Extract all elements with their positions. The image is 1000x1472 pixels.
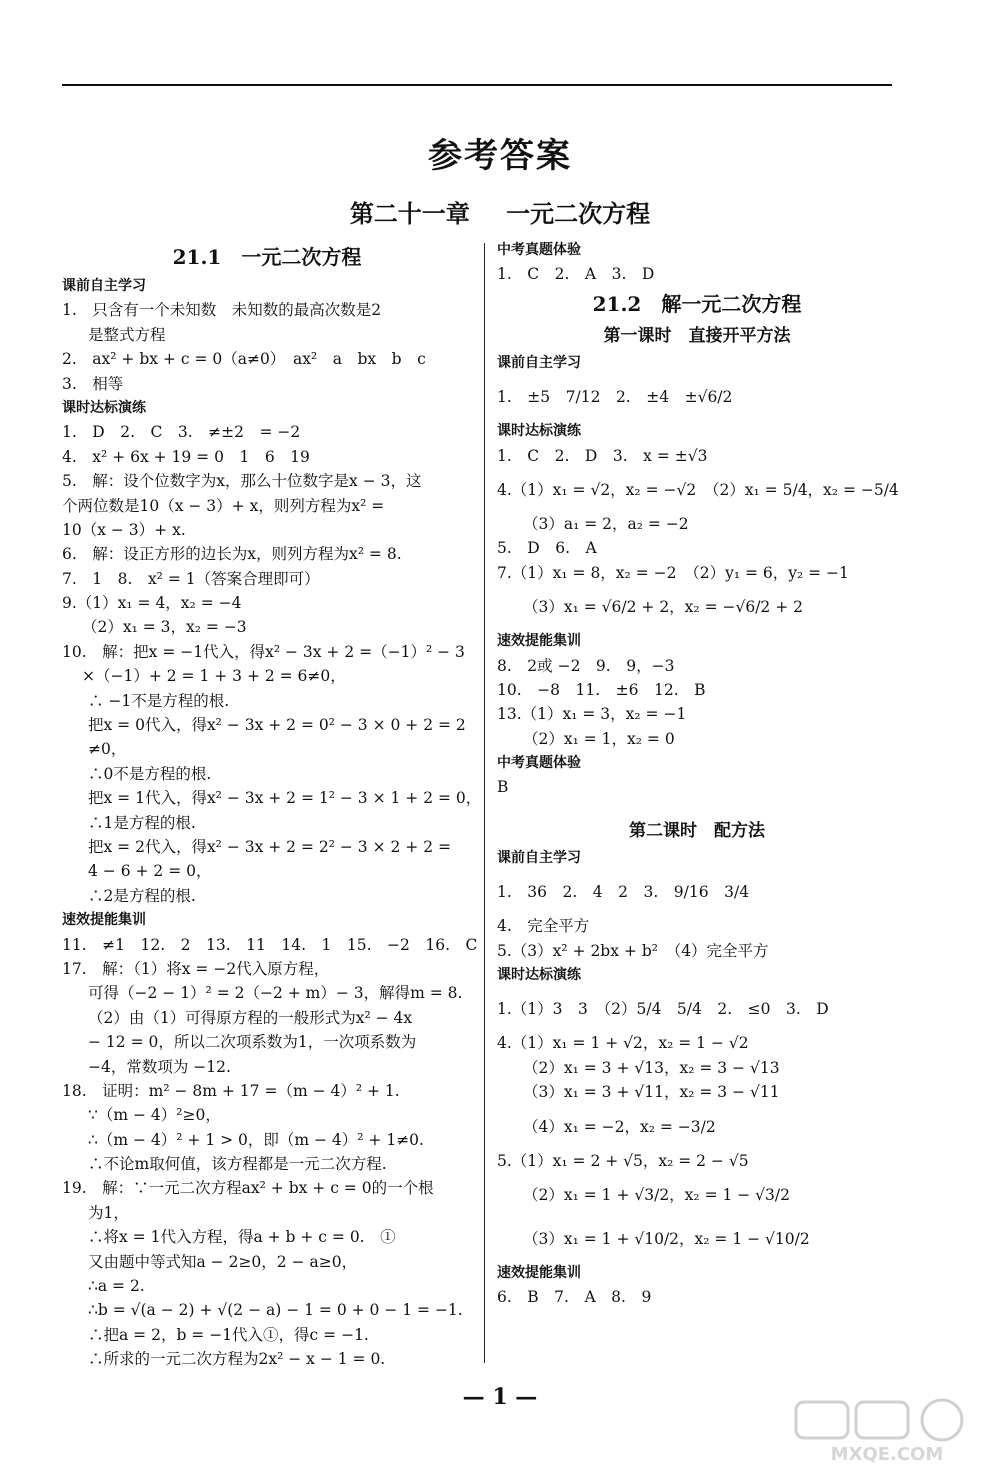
watermark-text: MXQE.COM: [830, 1444, 944, 1465]
answer-line: 10. −8 11. ±6 12. B: [497, 680, 706, 699]
answer-line: 3. 相等: [62, 374, 124, 393]
subsection-label: 课时达标演练: [497, 967, 581, 984]
subsection-label: 中考真题体验: [497, 755, 581, 772]
subsection-label: 课前自主学习: [497, 849, 581, 866]
subsection-label: 课时达标演练: [62, 399, 146, 416]
answer-line: ∴不论m取何值，该方程都是一元二次方程.: [88, 1155, 387, 1174]
answer-line: 5.（1）x₁ = 2 + √5，x₂ = 2 − √5: [497, 1151, 749, 1170]
answer-line: 9.（1）x₁ = 4，x₂ = −4: [62, 594, 242, 613]
answer-line: 1. 36 2. 4 2 3. 9/16 3/4: [497, 883, 750, 902]
answer-line: 4. x² + 6x + 19 = 0 1 6 19: [62, 447, 310, 466]
answer-line: ∴b = √(a − 2) + √(2 − a) − 1 = 0 + 0 − 1 = −1.: [88, 1301, 463, 1320]
answer-line: 2. ax² + bx + c = 0（a≠0） ax² a bx b c: [62, 350, 426, 369]
answer-line: ∴把a = 2，b = −1代入①，得c = −1.: [88, 1325, 369, 1344]
answer-line: 4 − 6 + 2 = 0，: [88, 862, 212, 881]
answer-line: 可得（−2 − 1）² = 2（−2 + m）− 3，解得m = 8.: [88, 984, 463, 1003]
section-heading: 21.2 解一元二次方程: [592, 291, 802, 316]
answer-line: 1. C 2. D 3. x = ±√3: [497, 446, 708, 465]
lesson-heading: 第一课时 直接开平方法: [603, 325, 791, 346]
subsection-label: 课时达标演练: [497, 423, 581, 440]
answer-line: 5. 解：设个位数字为x，那么十位数字是x − 3，这: [62, 472, 422, 491]
top-rule: [62, 84, 892, 86]
answer-line: 为1，: [88, 1203, 129, 1222]
answer-line: 8. 2或 −2 9. 9，−3: [497, 656, 675, 675]
answer-line: 1. C 2. A 3. D: [497, 265, 655, 284]
answer-line: 把x = 2代入，得x² − 3x + 2 = 2² − 3 × 2 + 2 =: [88, 837, 451, 856]
page-title: 参考答案: [428, 136, 572, 176]
answer-line: 6. B 7. A 8. 9: [497, 1288, 652, 1307]
answer-line: ∴1是方程的根.: [88, 813, 196, 832]
answer-line: 19. 解：∵一元二次方程ax² + bx + c = 0的一个根: [62, 1179, 434, 1198]
answer-line: − 12 = 0，所以二次项系数为1，一次项系数为: [88, 1033, 417, 1052]
answer-line: 把x = 1代入，得x² − 3x + 2 = 1² − 3 × 1 + 2 = 0，: [88, 789, 482, 808]
answer-line: 6. 解：设正方形的边长为x，则列方程为x² = 8.: [62, 545, 402, 564]
answer-line: 17. 解：（1）将x = −2代入原方程，: [62, 959, 330, 978]
answer-line: 1. D 2. C 3. ≠±2 = −2: [62, 423, 301, 442]
answer-line: ∴将x = 1代入方程，得a + b + c = 0. ①: [88, 1228, 396, 1247]
answer-line: ∴0不是方程的根.: [88, 764, 212, 783]
answer-line: （3）x₁ = 1 + √10/2，x₂ = 1 − √10/2: [523, 1229, 810, 1248]
answer-line: ∴a = 2.: [88, 1277, 145, 1296]
answer-line: 18. 证明：m² − 8m + 17 =（m − 4）² + 1.: [62, 1081, 400, 1100]
answer-line: （4）x₁ = −2，x₂ = −3/2: [523, 1117, 716, 1136]
answer-line: ∴ −1不是方程的根.: [88, 691, 230, 710]
subsection-label: 速效提能集训: [497, 1264, 581, 1281]
subsection-label: 课前自主学习: [497, 354, 581, 371]
answer-line: B: [497, 778, 509, 797]
page-number: — 1 —: [462, 1384, 538, 1410]
section-heading: 21.1 一元二次方程: [172, 245, 362, 269]
answer-line: （3）x₁ = 3 + √11，x₂ = 3 − √11: [523, 1083, 780, 1102]
answer-line: ∴2是方程的根.: [88, 886, 196, 905]
answer-line: 1. ±5 7/12 2. ±4 ±√6/2: [497, 388, 733, 407]
answer-line: ×（−1）+ 2 = 1 + 3 + 2 = 6≠0，: [82, 667, 346, 686]
answer-line: 5.（3）x² + 2bx + b² （4）完全平方: [497, 941, 769, 960]
left-column: [62, 240, 482, 1372]
answer-line: 1.（1）3 3 （2）5/4 5/4 2. ≤0 3. D: [497, 1000, 829, 1019]
answer-line: 13.（1）x₁ = 3，x₂ = −1: [497, 705, 687, 724]
answer-line: 10. 解：把x = −1代入，得x² − 3x + 2 =（−1）² − 3: [62, 642, 465, 661]
subsection-label: 速效提能集训: [497, 633, 581, 650]
answer-line: 7.（1）x₁ = 8，x₂ = −2 （2）y₁ = 6，y₂ = −1: [497, 563, 849, 582]
answer-line: 7. 1 8. x² = 1（答案合理即可）: [62, 569, 320, 588]
answer-line: 1. 只含有一个未知数 未知数的最高次数是2: [62, 301, 382, 320]
answer-line: （3）a₁ = 2，a₂ = −2: [523, 514, 689, 533]
chapter-heading: 第二十一章 一元二次方程: [349, 199, 651, 228]
spacer: [497, 800, 897, 816]
answer-line: −4，常数项为 −12.: [88, 1057, 231, 1076]
answer-line: （3）x₁ = √6/2 + 2，x₂ = −√6/2 + 2: [523, 598, 803, 617]
answer-line: ≠0，: [88, 740, 127, 759]
answer-line: （2）x₁ = 1，x₂ = 0: [523, 729, 675, 748]
answer-line: 4.（1）x₁ = √2，x₂ = −√2 （2）x₁ = 5/4，x₂ = −5/4: [497, 480, 899, 499]
answer-line: （2）x₁ = 1 + √3/2，x₂ = 1 − √3/2: [523, 1185, 791, 1204]
answer-line: 把x = 0代入，得x² − 3x + 2 = 0² − 3 × 0 + 2 = 2: [88, 716, 466, 735]
subsection-label: 课前自主学习: [62, 278, 146, 294]
answer-line: 4. 完全平方: [497, 917, 590, 936]
subsection-label: 速效提能集训: [62, 912, 146, 929]
answer-line: 11. ≠1 12. 2 13. 11 14. 1 15. −2 16. C: [62, 935, 478, 954]
answer-line: 4.（1）x₁ = 1 + √2，x₂ = 1 − √2: [497, 1034, 749, 1053]
answer-line: 个两位数是10（x − 3）+ x，则列方程为x² =: [62, 496, 385, 515]
answer-line: 是整式方程: [88, 325, 166, 344]
right-column: [497, 238, 897, 1310]
answer-line: ∵（m − 4）²≥0，: [88, 1106, 221, 1125]
answer-line: 10（x − 3）+ x.: [62, 520, 186, 539]
answer-line: 又由题中等式知a − 2≥0，2 − a≥0，: [88, 1252, 358, 1271]
answer-line: （2）由（1）可得原方程的一般形式为x² − 4x: [88, 1008, 413, 1027]
answer-line: （2）x₁ = 3，x₂ = −3: [82, 618, 247, 637]
lesson-heading: 第二课时 配方法: [629, 820, 765, 841]
answer-line: ∴（m − 4）² + 1 > 0，即（m − 4）² + 1≠0.: [88, 1130, 424, 1149]
column-divider: [484, 243, 485, 1363]
subsection-label: 中考真题体验: [497, 242, 581, 258]
answer-line: 5. D 6. A: [497, 539, 597, 558]
watermark-logo: [792, 1398, 982, 1466]
answer-line: （2）x₁ = 3 + √13，x₂ = 3 − √13: [523, 1058, 780, 1077]
answer-line: ∴所求的一元二次方程为2x² − x − 1 = 0.: [88, 1350, 386, 1369]
